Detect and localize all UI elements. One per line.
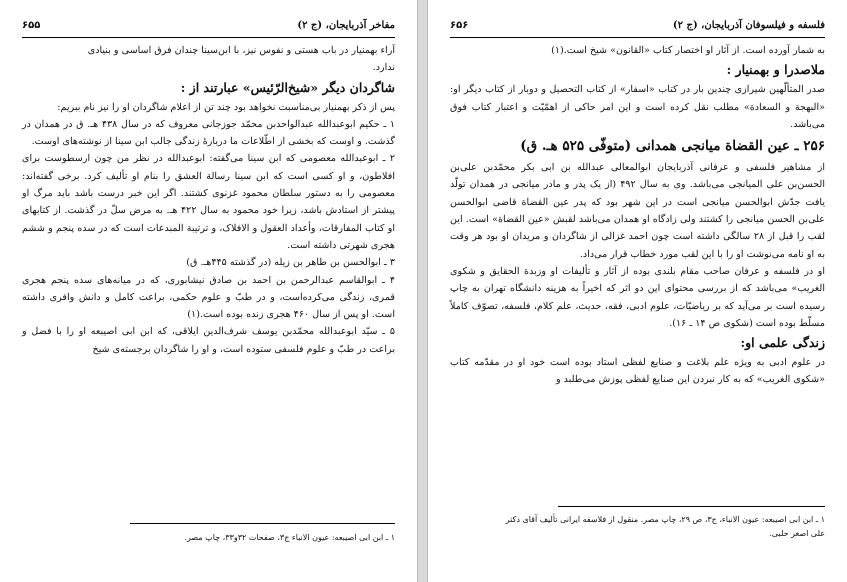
footnote: علی اصغر حلبی. — [769, 529, 825, 538]
page-body — [450, 42, 825, 389]
footnote-separator — [558, 506, 825, 507]
paragraph: از مشاهیر فلسفی و عرفانی آذربایجان ابوالمعالی عبدالله بن ابی بکر محمّدبن علی‌بن الحسن‌بن علی المیانجی می‌باشد. وی به سال ۴۹۲ (از یک پدر و مادر میانجی در همدان تولّد یافت جدّش ابوالحسن میانجی است در این شهر بود که پدر عین القضاة قاضی ابوالحسن علی‌بن الحسن میانجی را کشتند ولی زادگاه او همدان می‌باشد لقبش «عین القضاة» است. این لقب را قبل از ۲۸ سالگی داشته است چون احمد غزالی از شاگردان و مریدان او بود هر وقت به او نامه می‌نوشت او را با این لقب مورد خطاب قرار می‌داد. — [450, 162, 825, 260]
section-heading: زندگی علمی او: — [740, 335, 825, 351]
paragraph: آراء بهمنیار در باب هستی و نفوس نیز، با ابن‌سینا چندان فرق اساسی و بنیادی — [87, 45, 395, 56]
page-body — [22, 42, 395, 358]
header-rule — [450, 37, 825, 38]
paragraph: ۱ ـ حکیم ابوعبدالله عبدالواحدبن محمّد جوزجانی معروف که در سال ۴۳۸ هـ. ق در همدان در گذشت. و اوست که بخشی از اطّلاعات ما دربارهٔ زندگی جالب ابن سینا از نوشته‌های اوست. — [22, 118, 395, 148]
page-number: ۶۵۵ — [22, 20, 41, 31]
paragraph: ۲ ـ ابوعبدالله معصومی که ابن سینا می‌گفته: ابوعبدالله در نظر من چون ارسطوست برای افلاطون، و او کسی است که ابن سینا رسالة العشق را بنام او تألیف کرد. برخی گفته‌اند: معصومی را به دستور سلطان محمود غزنوی کشتند. اگر این خبر درست باشد باید مرگ او پیشتر از استادش باشد، زیرا خود محمود به سال ۴۲۲ هـ. به مرض سلّ در گذشت. از کتابهای او کتاب المفارقات، وأعداد العقول و الافلاک، و ترتیبة المبدعات است که در سده پنجم و ششم هجری شهرتی داشته است. — [22, 153, 395, 251]
running-title: مفاخر آذربایجان، (ج ۲) — [297, 20, 395, 31]
footnotes — [450, 513, 825, 541]
paragraph: صدر المتألّهین شیرازی چندین بار در کتاب «اسفار» از کتاب التحصیل و دوبار از کتاب دیگر او: «البهجة و السعادة» مطلب نقل کرده است و این امر حاکی از اهمّیّت و اعتبار کتاب فوق می‌باشد. — [450, 84, 825, 130]
running-title: فلسفه و فیلسوفان آذربایجان، (ج ۲) — [672, 20, 825, 31]
paragraph: به شمار آورده است. از آثار او اختصار کتاب «القانون» شیخ است.(۱) — [551, 45, 825, 56]
page-header — [450, 20, 825, 36]
paragraph: ندارد. — [372, 62, 395, 74]
footnote-separator — [130, 523, 395, 524]
book-page-right — [427, 0, 847, 582]
section-heading: ملاصدرا و بهمنیار : — [726, 62, 825, 78]
section-heading: ۲۵۶ ـ عین القضاة میانجی همدانی (متوفّی ۵۲۵ هـ. ق) — [520, 138, 825, 155]
header-rule — [22, 37, 395, 38]
page-number: ۶۵۶ — [450, 20, 469, 31]
footnote: ۱ ـ ابن ابی اصیبعه: عیون الانباء، ج۳، ص ۲۹، چاپ مصر. منقول از فلاسفه ایرانی تألیف آقای دکتر — [505, 515, 825, 524]
paragraph: ۳ ـ ابوالحسن بن طاهر بن زیله (در گذشته ۴۴۵هـ. ق) — [186, 257, 395, 269]
paragraph: ۴ ـ ابوالقاسم عبدالرحمن بن احمد بن صادق نیشابوری، که در میانه‌های سده پنجم هجری قمری، زندگی می‌کرده‌است، و در طبّ و علوم حکمی، براعت کامل و دانش وافری داشته است. او پس از سال ۴۶۰ هجری زنده بوده است.(۱) — [22, 274, 395, 321]
footnote: ۱ ـ ابن ابی اصیبعه: عیون الانباء ج۳، صفحات ۳۲و۳۳، چاپ مصر. — [184, 533, 395, 542]
footnotes — [22, 531, 395, 545]
section-heading: شاگردان دیگر «شیخ‌الرّئیس» عبارتند از : — [180, 79, 395, 95]
paragraph: در علوم ادبی به ویژه علم بلاغت و صنایع لفظی استاد بوده است خود او در مقدّمه کتاب «شکوی الغریب» که به کار نبردن این صنایع لفظی پوزش می‌طلبد و — [450, 357, 825, 386]
paragraph: ۵ ـ سیّد ابوعبدالله محمّدبن یوسف شرف‌الدین ایلاقی، که ابن ابی اصیبعه او را با فضل و براعت در طبّ و علوم فلسفی ستوده است، و او را شاگردان برجسته‌ی شیخ — [22, 326, 395, 355]
paragraph: پس از ذکر بهمنیار بی‌مناسبت نخواهد بود چند تن از اعلام شاگردان او را نیز نام ببریم: — [57, 101, 395, 113]
paragraph: او در فلسفه و عرفان صاحب مقام بلندی بوده از آثار و تألیفات او وزبدة الحقایق و شکوی الغریب» می‌باشد که از بررسی محتوای این دو اثر که اخیراً به هزینه دانشگاه تهران به چاپ رسیده است بر می‌آید که بر ریاضیّات، علوم ادبی، فقه، حدیث، علم کلام، فلسفه، تصوّف کاملاً مسلّط بوده است (شکوی ص ۱۴ ـ ۱۶). — [450, 265, 825, 329]
page-header — [22, 20, 395, 36]
book-page-left — [0, 0, 418, 582]
